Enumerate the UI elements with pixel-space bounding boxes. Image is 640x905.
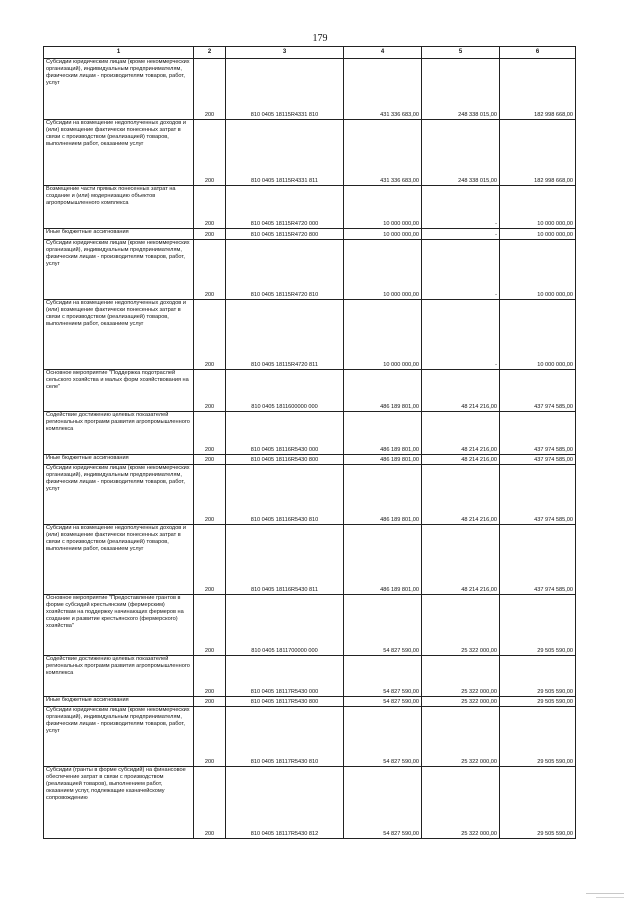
- row-name-cell: Основное мероприятие "Предоставление грантов в форме субсидий крестьянским (фермерским) хозяйствам на поддержку начинающих фермеров на создание и развитие крестьянского (фермерского) хозяйства": [44, 595, 194, 656]
- row-name-cell: Субсидии юридическим лицам (кроме некоммерческих организаций), индивидуальным предпринимателям, физическим лицам - производителям товаров, работ, услуг: [44, 465, 194, 525]
- row-value-6-cell: 10 000 000,00: [500, 300, 576, 370]
- header-col-1: 1: [44, 47, 194, 59]
- header-col-4: 4: [344, 47, 422, 59]
- table-row: [44, 186, 576, 229]
- row-name-cell: Субсидии юридическим лицам (кроме некоммерческих организаций), индивидуальным предпринимателям, физическим лицам - производителям товаров, работ, услуг: [44, 707, 194, 767]
- table-row: [44, 595, 576, 656]
- row-value-4-cell: 54 827 590,00: [344, 767, 422, 839]
- row-code-cell: 810 0405 18115R4720 810: [226, 240, 344, 300]
- row-value-4-cell: 486 189 801,00: [344, 455, 422, 465]
- row-name-cell: Иные бюджетные ассигнования: [44, 697, 194, 707]
- row-value-6-cell: 437 974 585,00: [500, 455, 576, 465]
- row-value-4-cell: 10 000 000,00: [344, 300, 422, 370]
- row-name-cell: Субсидии на возмещение недополученных доходов и (или) возмещение фактически понесенных затрат в связи с производством (реализацией) товаров, выполнением работ, оказанием услуг: [44, 300, 194, 370]
- row-value-5-cell: -: [422, 300, 500, 370]
- row-col2-cell: 200: [194, 120, 226, 186]
- table-row: [44, 455, 576, 465]
- row-value-4-cell: 10 000 000,00: [344, 229, 422, 240]
- row-name-cell: Иные бюджетные ассигнования: [44, 455, 194, 465]
- row-value-4-cell: 54 827 590,00: [344, 697, 422, 707]
- table-body: [44, 47, 576, 839]
- row-col2-cell: 200: [194, 240, 226, 300]
- row-value-6-cell: 437 974 585,00: [500, 370, 576, 412]
- row-col2-cell: 200: [194, 229, 226, 240]
- row-code-cell: 810 0405 18115R4720 000: [226, 186, 344, 229]
- row-value-6-cell: 182 998 668,00: [500, 59, 576, 120]
- row-value-5-cell: 248 338 015,00: [422, 59, 500, 120]
- row-col2-cell: 200: [194, 697, 226, 707]
- row-name-cell: Иные бюджетные ассигнования: [44, 229, 194, 240]
- row-code-cell: 810 0405 18115R4331 810: [226, 59, 344, 120]
- row-value-6-cell: 29 505 590,00: [500, 656, 576, 697]
- row-code-cell: 810 0405 18116R5430 811: [226, 525, 344, 595]
- row-col2-cell: 200: [194, 767, 226, 839]
- table-row: [44, 767, 576, 839]
- row-name-cell: Возмещение части прямых понесенных затрат на создание и (или) модернизацию объектов агропромышленного комплекса: [44, 186, 194, 229]
- row-value-6-cell: 10 000 000,00: [500, 186, 576, 229]
- budget-table: [43, 46, 576, 839]
- row-value-4-cell: 486 189 801,00: [344, 525, 422, 595]
- row-value-6-cell: 437 974 585,00: [500, 525, 576, 595]
- header-col-6: 6: [500, 47, 576, 59]
- row-col2-cell: 200: [194, 370, 226, 412]
- header-col-3: 3: [226, 47, 344, 59]
- table-row: [44, 300, 576, 370]
- scan-mark: [596, 897, 624, 898]
- page-number: 179: [312, 33, 328, 44]
- row-value-5-cell: 48 214 216,00: [422, 525, 500, 595]
- row-col2-cell: 200: [194, 595, 226, 656]
- row-value-5-cell: -: [422, 240, 500, 300]
- row-value-6-cell: 437 974 585,00: [500, 465, 576, 525]
- row-name-cell: Содействие достижению целевых показателей региональных программ развития агропромышленного комплекса: [44, 412, 194, 455]
- row-value-6-cell: 10 000 000,00: [500, 229, 576, 240]
- row-value-4-cell: 431 336 683,00: [344, 59, 422, 120]
- row-value-6-cell: 10 000 000,00: [500, 240, 576, 300]
- row-col2-cell: 200: [194, 707, 226, 767]
- table-row: [44, 229, 576, 240]
- row-value-6-cell: 29 505 590,00: [500, 595, 576, 656]
- row-value-5-cell: -: [422, 229, 500, 240]
- row-value-5-cell: 48 214 216,00: [422, 465, 500, 525]
- table-row: [44, 465, 576, 525]
- row-col2-cell: 200: [194, 300, 226, 370]
- table-header-row: [44, 47, 576, 59]
- row-value-6-cell: 437 974 585,00: [500, 412, 576, 455]
- row-code-cell: 810 0405 18117R5430 812: [226, 767, 344, 839]
- row-value-4-cell: 486 189 801,00: [344, 412, 422, 455]
- table-row: [44, 412, 576, 455]
- row-value-4-cell: 10 000 000,00: [344, 240, 422, 300]
- row-col2-cell: 200: [194, 186, 226, 229]
- row-name-cell: Субсидии на возмещение недополученных доходов и (или) возмещение фактически понесенных затрат в связи с производством (реализацией) товаров, выполнением работ, оказанием услуг: [44, 525, 194, 595]
- header-col-2: 2: [194, 47, 226, 59]
- table-row: [44, 707, 576, 767]
- row-code-cell: 810 0405 1811600000 000: [226, 370, 344, 412]
- row-col2-cell: 200: [194, 455, 226, 465]
- row-name-cell: Субсидии на возмещение недополученных доходов и (или) возмещение фактически понесенных затрат в связи с производством (реализацией) товаров, выполнением работ, оказанием услуг: [44, 120, 194, 186]
- row-code-cell: 810 0405 18117R5430 810: [226, 707, 344, 767]
- row-code-cell: 810 0405 18116R5430 800: [226, 455, 344, 465]
- table-row: [44, 120, 576, 186]
- row-value-4-cell: 486 189 801,00: [344, 370, 422, 412]
- row-value-4-cell: 54 827 590,00: [344, 707, 422, 767]
- row-code-cell: 810 0405 1811700000 000: [226, 595, 344, 656]
- table-row: [44, 525, 576, 595]
- table-row: [44, 656, 576, 697]
- row-value-6-cell: 29 505 590,00: [500, 767, 576, 839]
- row-value-5-cell: 25 322 000,00: [422, 707, 500, 767]
- row-col2-cell: 200: [194, 525, 226, 595]
- row-name-cell: Субсидии (гранты в форме субсидий) на финансовое обеспечение затрат в связи с производством (реализацией товаров), выполнением работ, оказанием услуг, подлежащие казначейскому сопровождению: [44, 767, 194, 839]
- row-value-5-cell: 248 338 015,00: [422, 120, 500, 186]
- row-code-cell: 810 0405 18115R4720 811: [226, 300, 344, 370]
- row-code-cell: 810 0405 18116R5430 000: [226, 412, 344, 455]
- table-row: [44, 370, 576, 412]
- row-value-5-cell: 25 322 000,00: [422, 656, 500, 697]
- table-row: [44, 59, 576, 120]
- scan-mark: [586, 893, 624, 894]
- row-value-5-cell: 48 214 216,00: [422, 370, 500, 412]
- row-value-4-cell: 431 336 683,00: [344, 120, 422, 186]
- row-value-5-cell: 48 214 216,00: [422, 455, 500, 465]
- table-row: [44, 697, 576, 707]
- row-col2-cell: 200: [194, 412, 226, 455]
- row-code-cell: 810 0405 18117R5430 800: [226, 697, 344, 707]
- row-col2-cell: 200: [194, 59, 226, 120]
- row-value-5-cell: 25 322 000,00: [422, 697, 500, 707]
- row-name-cell: Содействие достижению целевых показателей региональных программ развития агропромышленного комплекса: [44, 656, 194, 697]
- header-col-5: 5: [422, 47, 500, 59]
- row-value-4-cell: 486 189 801,00: [344, 465, 422, 525]
- row-code-cell: 810 0405 18115R4331 811: [226, 120, 344, 186]
- table-row: [44, 240, 576, 300]
- row-value-6-cell: 29 505 590,00: [500, 697, 576, 707]
- row-name-cell: Субсидии юридическим лицам (кроме некоммерческих организаций), индивидуальным предпринимателям, физическим лицам - производителям товаров, работ, услуг: [44, 59, 194, 120]
- row-value-5-cell: -: [422, 186, 500, 229]
- row-name-cell: Основное мероприятие "Поддержка подотраслей сельского хозяйства и малых форм хозяйствования на селе": [44, 370, 194, 412]
- row-name-cell: Субсидии юридическим лицам (кроме некоммерческих организаций), индивидуальным предпринимателям, физическим лицам - производителям товаров, работ, услуг: [44, 240, 194, 300]
- row-value-5-cell: 25 322 000,00: [422, 595, 500, 656]
- row-value-5-cell: 25 322 000,00: [422, 767, 500, 839]
- row-value-5-cell: 48 214 216,00: [422, 412, 500, 455]
- row-value-4-cell: 54 827 590,00: [344, 595, 422, 656]
- row-value-6-cell: 182 998 668,00: [500, 120, 576, 186]
- row-code-cell: 810 0405 18116R5430 810: [226, 465, 344, 525]
- row-code-cell: 810 0405 18115R4720 800: [226, 229, 344, 240]
- row-code-cell: 810 0405 18117R5430 000: [226, 656, 344, 697]
- row-col2-cell: 200: [194, 656, 226, 697]
- row-value-4-cell: 54 827 590,00: [344, 656, 422, 697]
- row-value-4-cell: 10 000 000,00: [344, 186, 422, 229]
- row-col2-cell: 200: [194, 465, 226, 525]
- row-value-6-cell: 29 505 590,00: [500, 707, 576, 767]
